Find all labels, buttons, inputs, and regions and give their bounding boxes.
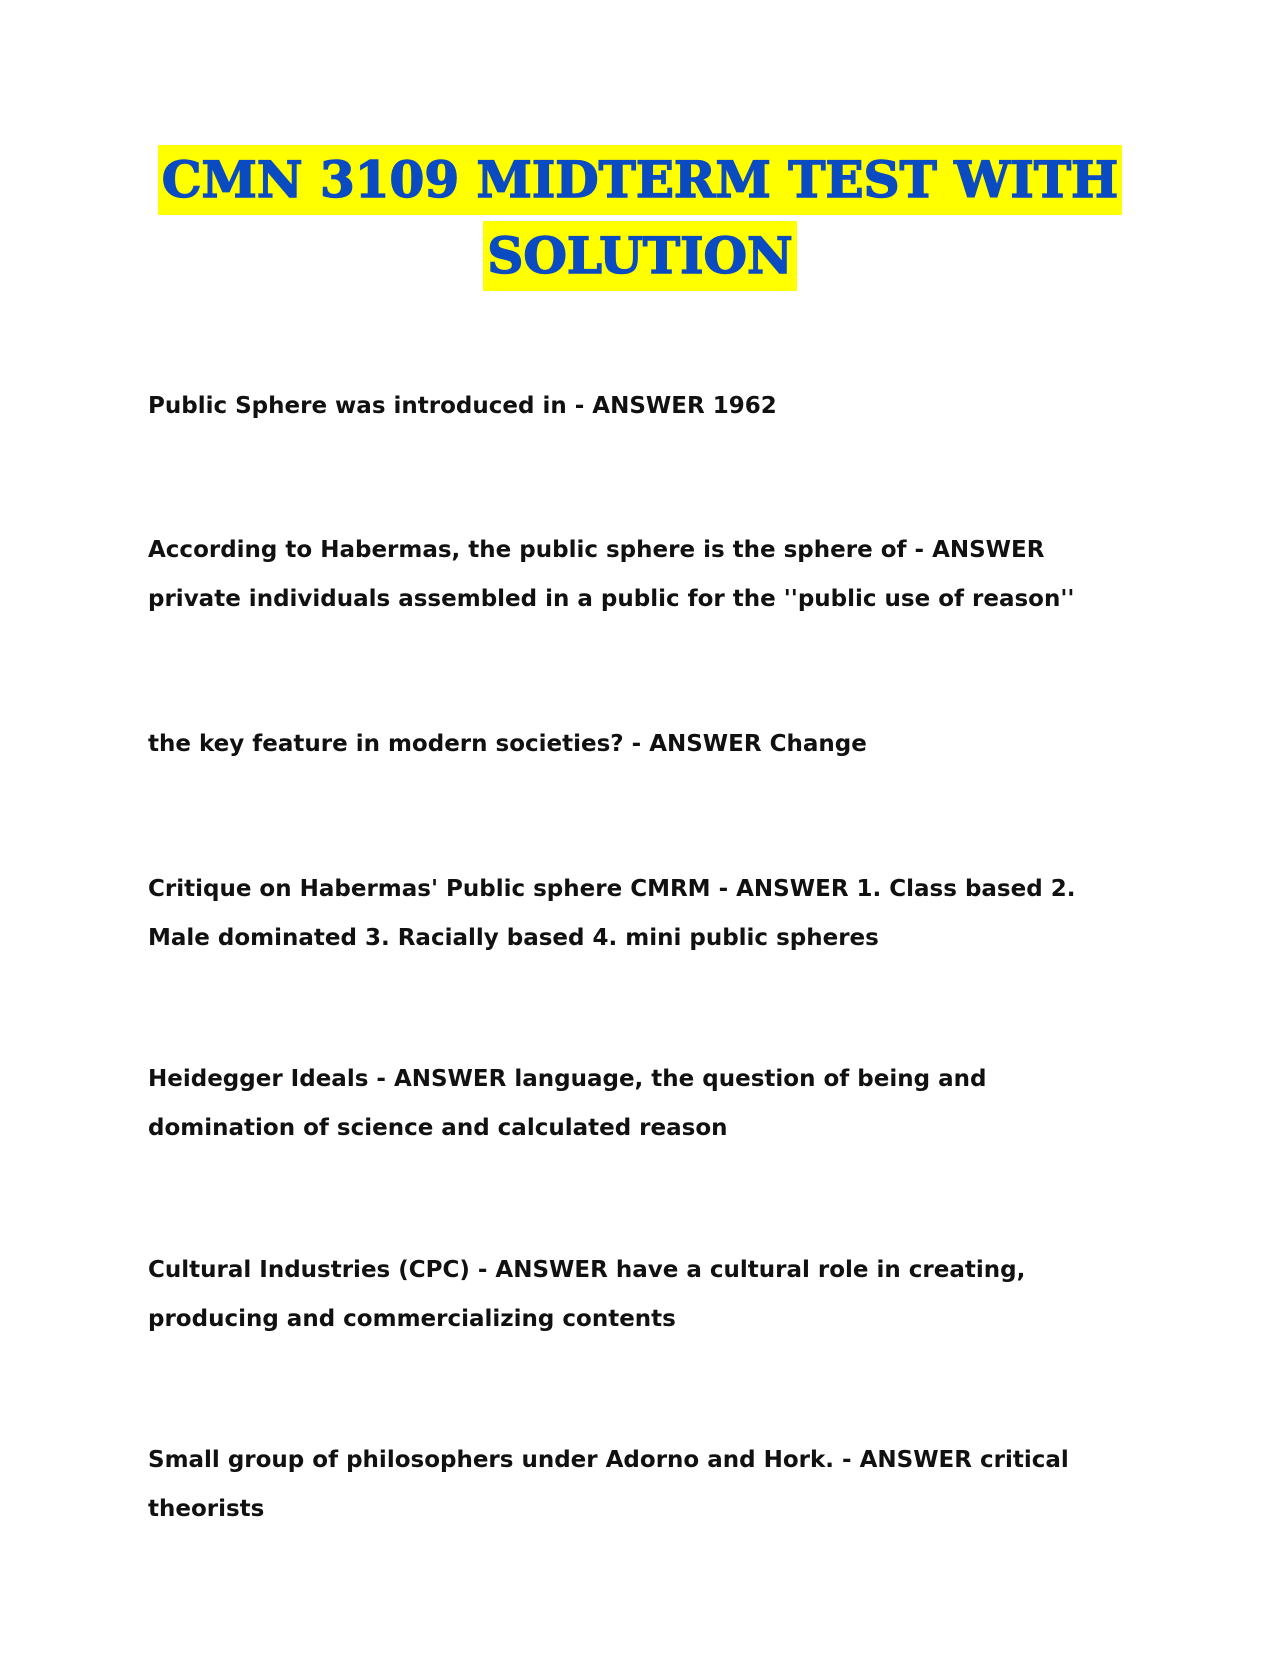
qa-text: Cultural Industries (CPC) - ANSWER have a cultural role in creating, producing and commercializing contents	[148, 1257, 1026, 1332]
qa-item-6	[148, 1246, 1138, 1344]
qa-text: the key feature in modern societies? - ANSWER Change	[148, 731, 867, 757]
qa-text: Public Sphere was introduced in - ANSWER 1962	[148, 393, 777, 419]
title-line-1: CMN 3109 MIDTERM TEST WITH	[158, 145, 1123, 215]
qa-text: Critique on Habermas' Public sphere CMRM - ANSWER 1. Class based 2. Male dominated 3. Racially based 4. mini public spheres	[148, 876, 1076, 951]
qa-item-2	[148, 526, 1138, 624]
qa-text: According to Habermas, the public sphere is the sphere of - ANSWER private individuals assembled in a public for the ''public use of reason''	[148, 537, 1075, 612]
qa-text: Small group of philosophers under Adorno and Hork. - ANSWER critical theorists	[148, 1447, 1069, 1522]
title-line-2: SOLUTION	[483, 221, 797, 291]
qa-item-1	[148, 382, 1138, 431]
qa-item-5	[148, 1055, 1138, 1153]
qa-item-7	[148, 1436, 1138, 1534]
qa-item-4	[148, 865, 1138, 963]
qa-text: Heidegger Ideals - ANSWER language, the question of being and domination of science and calculated reason	[148, 1066, 987, 1141]
qa-item-3	[148, 720, 1138, 769]
document-title	[0, 145, 1280, 291]
